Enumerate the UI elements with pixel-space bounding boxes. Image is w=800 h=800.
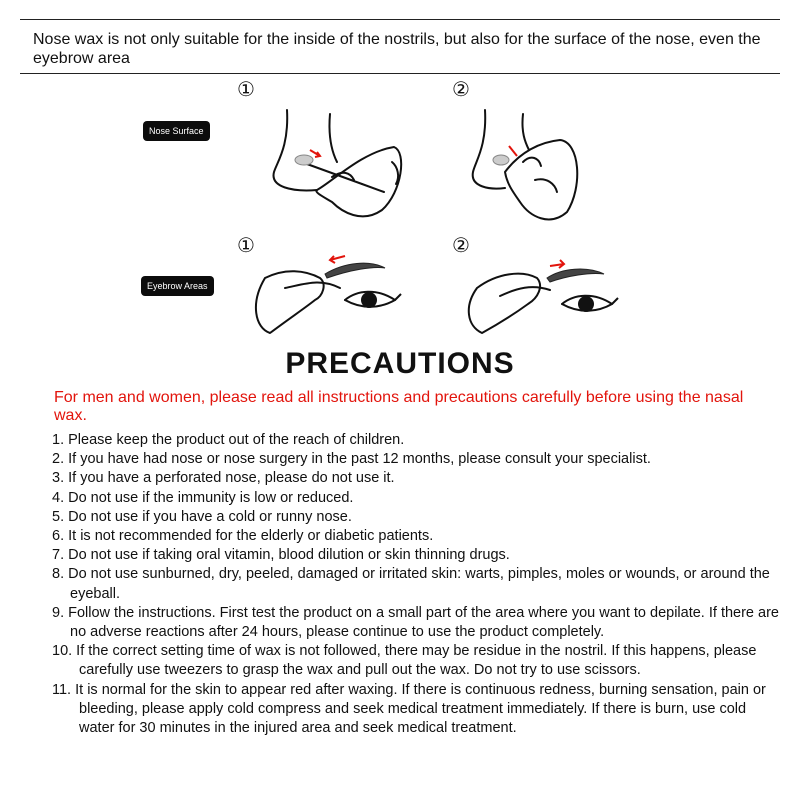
eyebrow-step-1-illustration bbox=[245, 248, 405, 338]
precaution-item: 9. Follow the instructions. First test the product on a small part of the area where you want to depilate. If there are no adverse reactions after 24 hours, please continue to use the product completely. bbox=[52, 604, 779, 641]
nose-step-2-number: ② bbox=[452, 79, 470, 101]
precaution-item: 1. Please keep the product out of the reach of children. bbox=[52, 432, 405, 448]
nose-surface-step-2-illustration bbox=[465, 92, 595, 232]
eyebrow-areas-label: Eyebrow Areas bbox=[141, 276, 214, 296]
top-rule bbox=[20, 19, 780, 20]
precaution-item: 2. If you have had nose or nose surgery in the past 12 months, please consult your specialist. bbox=[52, 451, 651, 468]
precaution-item: 6. It is not recommended for the elderly or diabetic patients. bbox=[52, 528, 434, 545]
precaution-item: 10. If the correct setting time of wax is not followed, there may be residue in the nostril. If this happens, please carefully use tweezers to grasp the wax and pull out the wax. Do not try to use scissors. bbox=[52, 643, 757, 679]
intro-bottom-rule bbox=[20, 73, 780, 74]
eyebrow-step-2-illustration bbox=[462, 248, 622, 338]
precautions-list bbox=[52, 431, 782, 738]
nose-surface-step-1-illustration bbox=[262, 92, 412, 232]
eyebrow-step-1-number: ① bbox=[237, 235, 255, 257]
precaution-item: 7. Do not use if taking oral vitamin, blood dilution or skin thinning drugs. bbox=[52, 547, 510, 564]
precaution-item: 5. Do not use if you have a cold or runny nose. bbox=[52, 508, 352, 525]
nose-surface-label: Nose Surface bbox=[143, 121, 210, 141]
precaution-item: 4. Do not use if the immunity is low or reduced. bbox=[52, 489, 354, 506]
eyebrow-step-2-number: ② bbox=[452, 235, 470, 257]
precaution-item: 11. It is normal for the skin to appear red after waxing. If there is continuous redness, burning sensation, pain or bleeding, please apply cold compress and seek medical treatment immediately. If there is burn, use cold water for 30 minutes in the injured area and seek medical treatment. bbox=[52, 681, 766, 737]
precaution-item: 3. If you have a perforated nose, please do not use it. bbox=[52, 470, 395, 487]
intro-text: Nose wax is not only suitable for the inside of the nostrils, but also for the surface of the nose, even the eyebrow area bbox=[33, 31, 761, 67]
nose-step-1-number: ① bbox=[237, 79, 255, 101]
warning-text: For men and women, please read all instructions and precautions carefully before using the nasal wax. bbox=[54, 389, 744, 424]
precautions-title: PRECAUTIONS bbox=[285, 347, 515, 380]
precaution-item: 8. Do not use sunburned, dry, peeled, damaged or irritated skin: warts, pimples, moles or wounds, or around the eyeball. bbox=[52, 566, 770, 602]
